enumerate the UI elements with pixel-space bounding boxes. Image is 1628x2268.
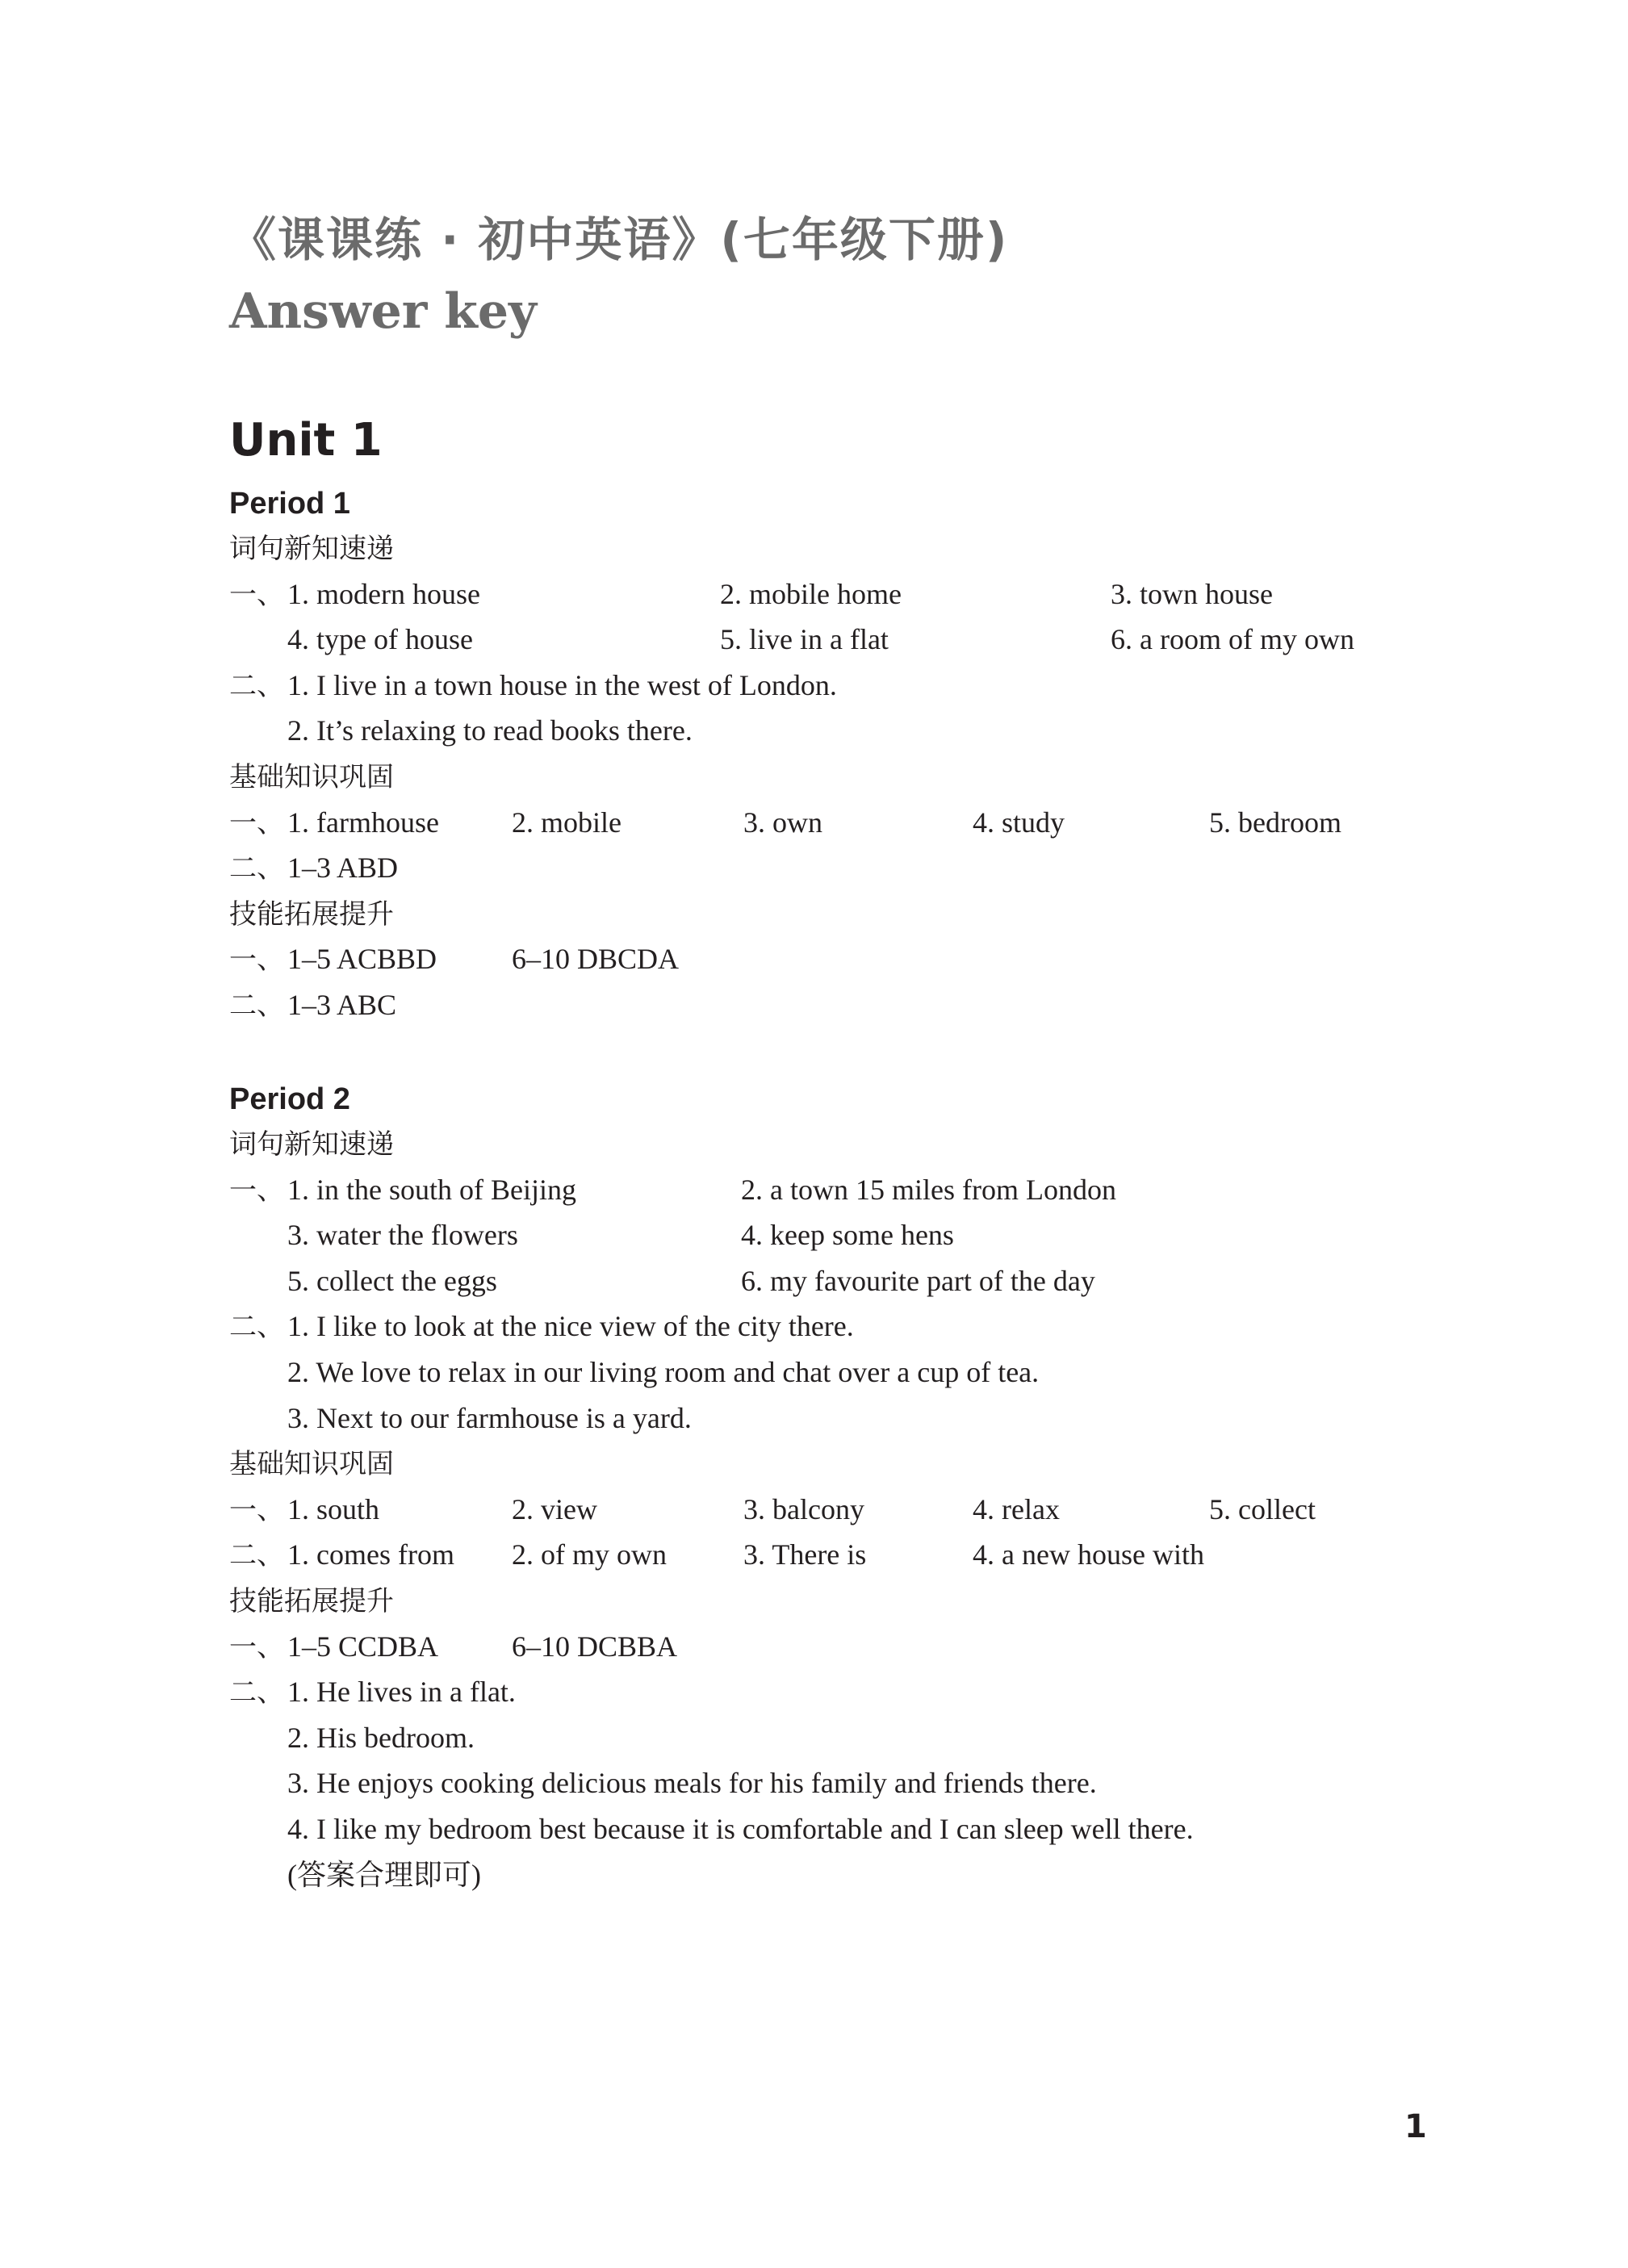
answer-item: 4. relax <box>973 1492 1060 1525</box>
answer-item: 1. in the south of Beijing <box>287 1173 576 1206</box>
unit-title: Unit 1 <box>229 414 383 467</box>
answer-item: 2. We love to relax in our living room and chat over a cup of tea. <box>287 1356 1040 1388</box>
section-title: 技能拓展提升 <box>229 898 394 931</box>
answer-item: 6. my favourite part of the day <box>741 1264 1095 1297</box>
answer-item: 4. I like my bedroom best because it is comfortable and I can sleep well there. <box>287 1813 1194 1845</box>
answer-item: 6. a room of my own <box>1111 623 1354 656</box>
question-number: 一、 <box>229 578 284 611</box>
answer-item: 3. town house <box>1111 577 1273 610</box>
book-title: 《课课练 · 初中英语》(七年级下册) <box>229 212 1009 267</box>
question-number: 二、 <box>229 990 284 1022</box>
answer-item: 1. He lives in a flat. <box>287 1676 516 1709</box>
question-number: 二、 <box>229 1676 284 1709</box>
question-number: 一、 <box>229 806 284 839</box>
answer-key-heading: Answer key <box>229 283 537 340</box>
question-number: 二、 <box>229 1539 284 1572</box>
period-title: Period 1 <box>229 487 350 521</box>
section-title: 技能拓展提升 <box>229 1585 394 1617</box>
period-title: Period 2 <box>229 1082 350 1116</box>
answer-item: 1. I live in a town house in the west of London. <box>287 668 837 701</box>
answer-item: 1. modern house <box>287 577 480 610</box>
answer-item: 1. I like to look at the nice view of the city there. <box>287 1310 854 1343</box>
answer-item: 6–10 DBCDA <box>512 943 680 976</box>
answer-item: 3. There is <box>743 1538 867 1571</box>
answer-item: 5. live in a flat <box>720 623 889 656</box>
answer-item: 1. comes from <box>287 1538 454 1571</box>
answer-item: 3. own <box>743 806 822 839</box>
answer-item: 3. balcony <box>743 1492 864 1525</box>
answer-item: 2. mobile home <box>720 577 902 610</box>
question-number: 一、 <box>229 1630 284 1663</box>
section-title: 词句新知速递 <box>229 1128 394 1161</box>
question-number: 一、 <box>229 1493 284 1526</box>
answer-item: 1. south <box>287 1492 380 1525</box>
answer-item: 4. type of house <box>287 623 473 656</box>
section-title: 基础知识巩固 <box>229 761 394 793</box>
answer-item: 3. He enjoys cooking delicious meals for his family and friends there. <box>287 1767 1097 1800</box>
answer-item: 6–10 DCBBA <box>512 1630 678 1663</box>
answer-item: 1. farmhouse <box>287 806 439 839</box>
answer-item: 3. water the flowers <box>287 1219 518 1252</box>
answer-item: 2. a town 15 miles from London <box>741 1173 1116 1206</box>
question-number: 二、 <box>229 1311 284 1344</box>
answer-item: 1–3 ABC <box>287 989 397 1021</box>
answer-item: 2. His bedroom. <box>287 1721 475 1754</box>
question-number: 一、 <box>229 944 284 977</box>
answer-item: 4. study <box>973 806 1065 839</box>
answer-item: 5. collect the eggs <box>287 1264 497 1297</box>
answer-item: 3. Next to our farmhouse is a yard. <box>287 1401 692 1434</box>
answer-item: (答案合理即可) <box>287 1858 481 1891</box>
answer-item: 2. view <box>512 1492 597 1525</box>
answer-item: 1–5 ACBBD <box>287 943 437 976</box>
question-number: 一、 <box>229 1174 284 1207</box>
answer-item: 2. of my own <box>512 1538 667 1571</box>
answer-item: 4. keep some hens <box>741 1219 954 1252</box>
answer-item: 2. It’s relaxing to read books there. <box>287 714 693 747</box>
answer-item: 1–3 ABD <box>287 852 399 885</box>
answer-item: 5. collect <box>1209 1492 1316 1525</box>
answer-item: 5. bedroom <box>1209 806 1341 839</box>
section-title: 词句新知速递 <box>229 533 394 565</box>
answer-item: 1–5 CCDBA <box>287 1630 439 1663</box>
section-title: 基础知识巩固 <box>229 1448 394 1481</box>
answer-item: 4. a new house with <box>973 1538 1204 1571</box>
question-number: 二、 <box>229 852 284 885</box>
answer-item: 2. mobile <box>512 806 621 839</box>
question-number: 二、 <box>229 669 284 702</box>
page-number: 1 <box>1404 2108 1427 2145</box>
